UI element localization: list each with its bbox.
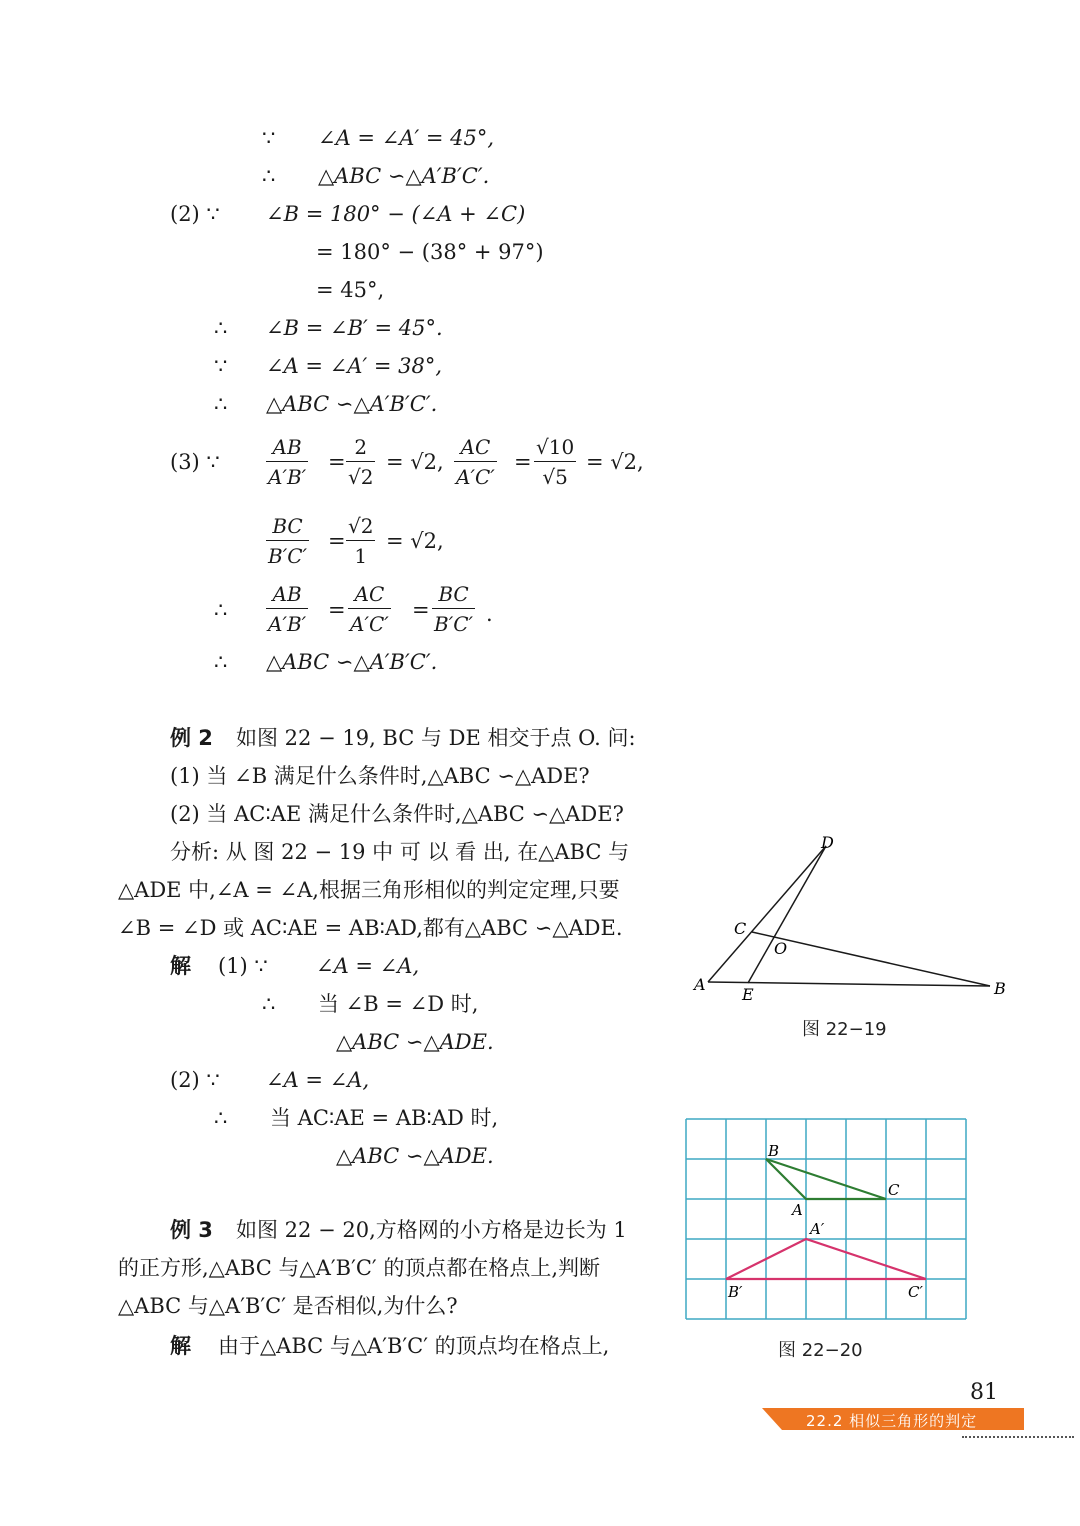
fraction-bc-b1c1: $\frac{BC}{B'C'}$ <box>434 582 474 636</box>
solution-label: 解 <box>170 1334 191 1358</box>
therefore-symbol: ∴ <box>214 650 228 674</box>
example3-solution: 由于△ABC 与△A′B′C′ 的顶点均在格点上, <box>218 1334 610 1358</box>
line-similar-2: △ABC ∽△A′B′C′. <box>266 392 438 416</box>
solution2-similar: △ABC ∽△ADE. <box>336 1144 494 1168</box>
therefore-symbol: ∴ <box>262 992 276 1016</box>
equals-sign: = <box>328 598 346 622</box>
therefore-symbol: ∴ <box>214 598 228 622</box>
point-label-a-prime: A′ <box>810 1220 825 1238</box>
period: . <box>486 602 493 626</box>
triangle-abc <box>766 1159 886 1199</box>
figure-caption-22-20: 图 22−20 <box>778 1340 863 1361</box>
line-angle-b-calc-3: = 45°, <box>316 278 385 302</box>
triangle-a1b1c1 <box>726 1239 926 1279</box>
fraction-ac-a1c1: $\frac{AC}{A'C'}$ <box>350 582 389 636</box>
solution1-similar: △ABC ∽△ADE. <box>336 1030 494 1054</box>
solution1-angle: ∠A = ∠A, <box>316 954 420 978</box>
point-label-c: C <box>734 919 747 938</box>
example3-line1: 如图 22 − 20,方格网的小方格是边长为 1 <box>236 1218 627 1242</box>
example3-label: 例 3 <box>170 1218 213 1242</box>
solution2-angle: ∠A = ∠A, <box>266 1068 370 1092</box>
dotted-rule <box>962 1436 1074 1438</box>
example2-analysis-1: 分析: 从 图 22 − 19 中 可 以 看 出, 在△ABC 与 <box>170 840 630 864</box>
line-angle-a-eq: ∠A = ∠A′ = 38°, <box>266 354 443 378</box>
therefore-symbol: ∴ <box>214 392 228 416</box>
equals-sqrt2: = √2, <box>386 450 444 474</box>
fraction-sqrt10-sqrt5: $\frac{√10}{√5}$ <box>536 435 575 489</box>
line-angle-b-eq: ∠B = ∠B′ = 45°. <box>266 316 443 340</box>
solution1-since: (1) ∵ <box>218 954 268 978</box>
segment-ad <box>708 846 826 982</box>
solution2-since: (2) ∵ <box>170 1068 220 1092</box>
solution2-condition: 当 AC∶AE = AB∶AD 时, <box>270 1106 499 1130</box>
example2-question1: (1) 当 ∠B 满足什么条件时,△ABC ∽△ADE? <box>170 764 590 788</box>
line-since-1 <box>262 128 275 149</box>
line-similar-3: △ABC ∽△A′B′C′. <box>266 650 438 674</box>
fraction-bc-b1c1: $\frac{BC}{B'C'}$ <box>268 514 308 568</box>
page-number: 81 <box>970 1380 998 1405</box>
section-title: 22.2 相似三角形的判定 <box>806 1412 978 1430</box>
therefore-symbol: ∴ <box>214 316 228 340</box>
therefore-symbol: ∴ <box>214 1106 228 1130</box>
equals-sign: = <box>412 598 430 622</box>
fraction-ac-a1c1: $\frac{AC}{A'C'}$ <box>456 435 495 489</box>
example2-label: 例 2 <box>170 726 213 750</box>
point-label-e: E <box>742 985 754 1004</box>
point-label-d: D <box>821 833 834 852</box>
point-label-b: B <box>994 979 1006 998</box>
therefore-symbol: ∴ <box>262 164 276 188</box>
example3-line2: 的正方形,△ABC 与△A′B′C′ 的顶点都在格点上,判断 <box>118 1256 601 1280</box>
figure-caption-22-19: 图 22−19 <box>802 1019 887 1040</box>
example2-analysis-3: ∠B = ∠D 或 AC∶AE = AB∶AD,都有△ABC ∽△ADE. <box>118 916 623 940</box>
point-label-b-prime: B′ <box>728 1283 743 1301</box>
equals-sign: = <box>328 529 346 553</box>
point-label-a: A <box>792 1201 803 1219</box>
equals-sqrt2: = √2, <box>386 529 444 553</box>
solution1-condition: 当 ∠B = ∠D 时, <box>318 992 479 1016</box>
solution-label: 解 <box>170 954 191 978</box>
figure-22-20 <box>680 1114 970 1324</box>
fraction-ab-a1b1: $\frac{AB}{A'B'}$ <box>268 435 307 489</box>
equals-sign: = <box>328 450 346 474</box>
example3-line3: △ABC 与△A′B′C′ 是否相似,为什么? <box>118 1294 458 1318</box>
point-label-c: C <box>888 1181 900 1199</box>
part2-label: (2) ∵ <box>170 202 220 226</box>
fraction-ab-a1b1: $\frac{AB}{A'B'}$ <box>268 582 307 636</box>
since-symbol: ∵ <box>214 354 228 378</box>
point-label-a: A <box>694 975 706 994</box>
segment-cb <box>752 932 990 986</box>
since-symbol: ∵ <box>262 126 276 150</box>
fraction-sqrt2-1: $\frac{√2}{1}$ <box>348 514 374 568</box>
point-label-b: B <box>768 1142 780 1160</box>
line-similar-1: △ABC ∽△A′B′C′. <box>318 164 490 188</box>
fraction-2-sqrt2: $\frac{2}{√2}$ <box>348 435 374 489</box>
point-label-c-prime: C′ <box>908 1283 923 1301</box>
equals-sqrt2: = √2, <box>586 450 644 474</box>
example2-analysis-2: △ADE 中,∠A = ∠A,根据三角形相似的判定定理,只要 <box>118 878 620 902</box>
example2-question2: (2) 当 AC∶AE 满足什么条件时,△ABC ∽△ADE? <box>170 802 624 826</box>
figure-22-19 <box>690 830 1030 1010</box>
equals-sign: = <box>514 450 532 474</box>
example2-intro: 如图 22 − 19, BC 与 DE 相交于点 O. 问: <box>236 726 636 750</box>
segment-de <box>748 846 826 983</box>
part3-label: (3) ∵ <box>170 450 220 474</box>
line-angle-b-calc-2: = 180° − (38° + 97°) <box>316 240 544 264</box>
point-label-o: O <box>774 939 788 958</box>
line-angle-b-calc: ∠B = 180° − (∠A + ∠C) <box>266 202 526 226</box>
line-angle-eq-45: ∠A = ∠A′ = 45°, <box>318 126 495 150</box>
